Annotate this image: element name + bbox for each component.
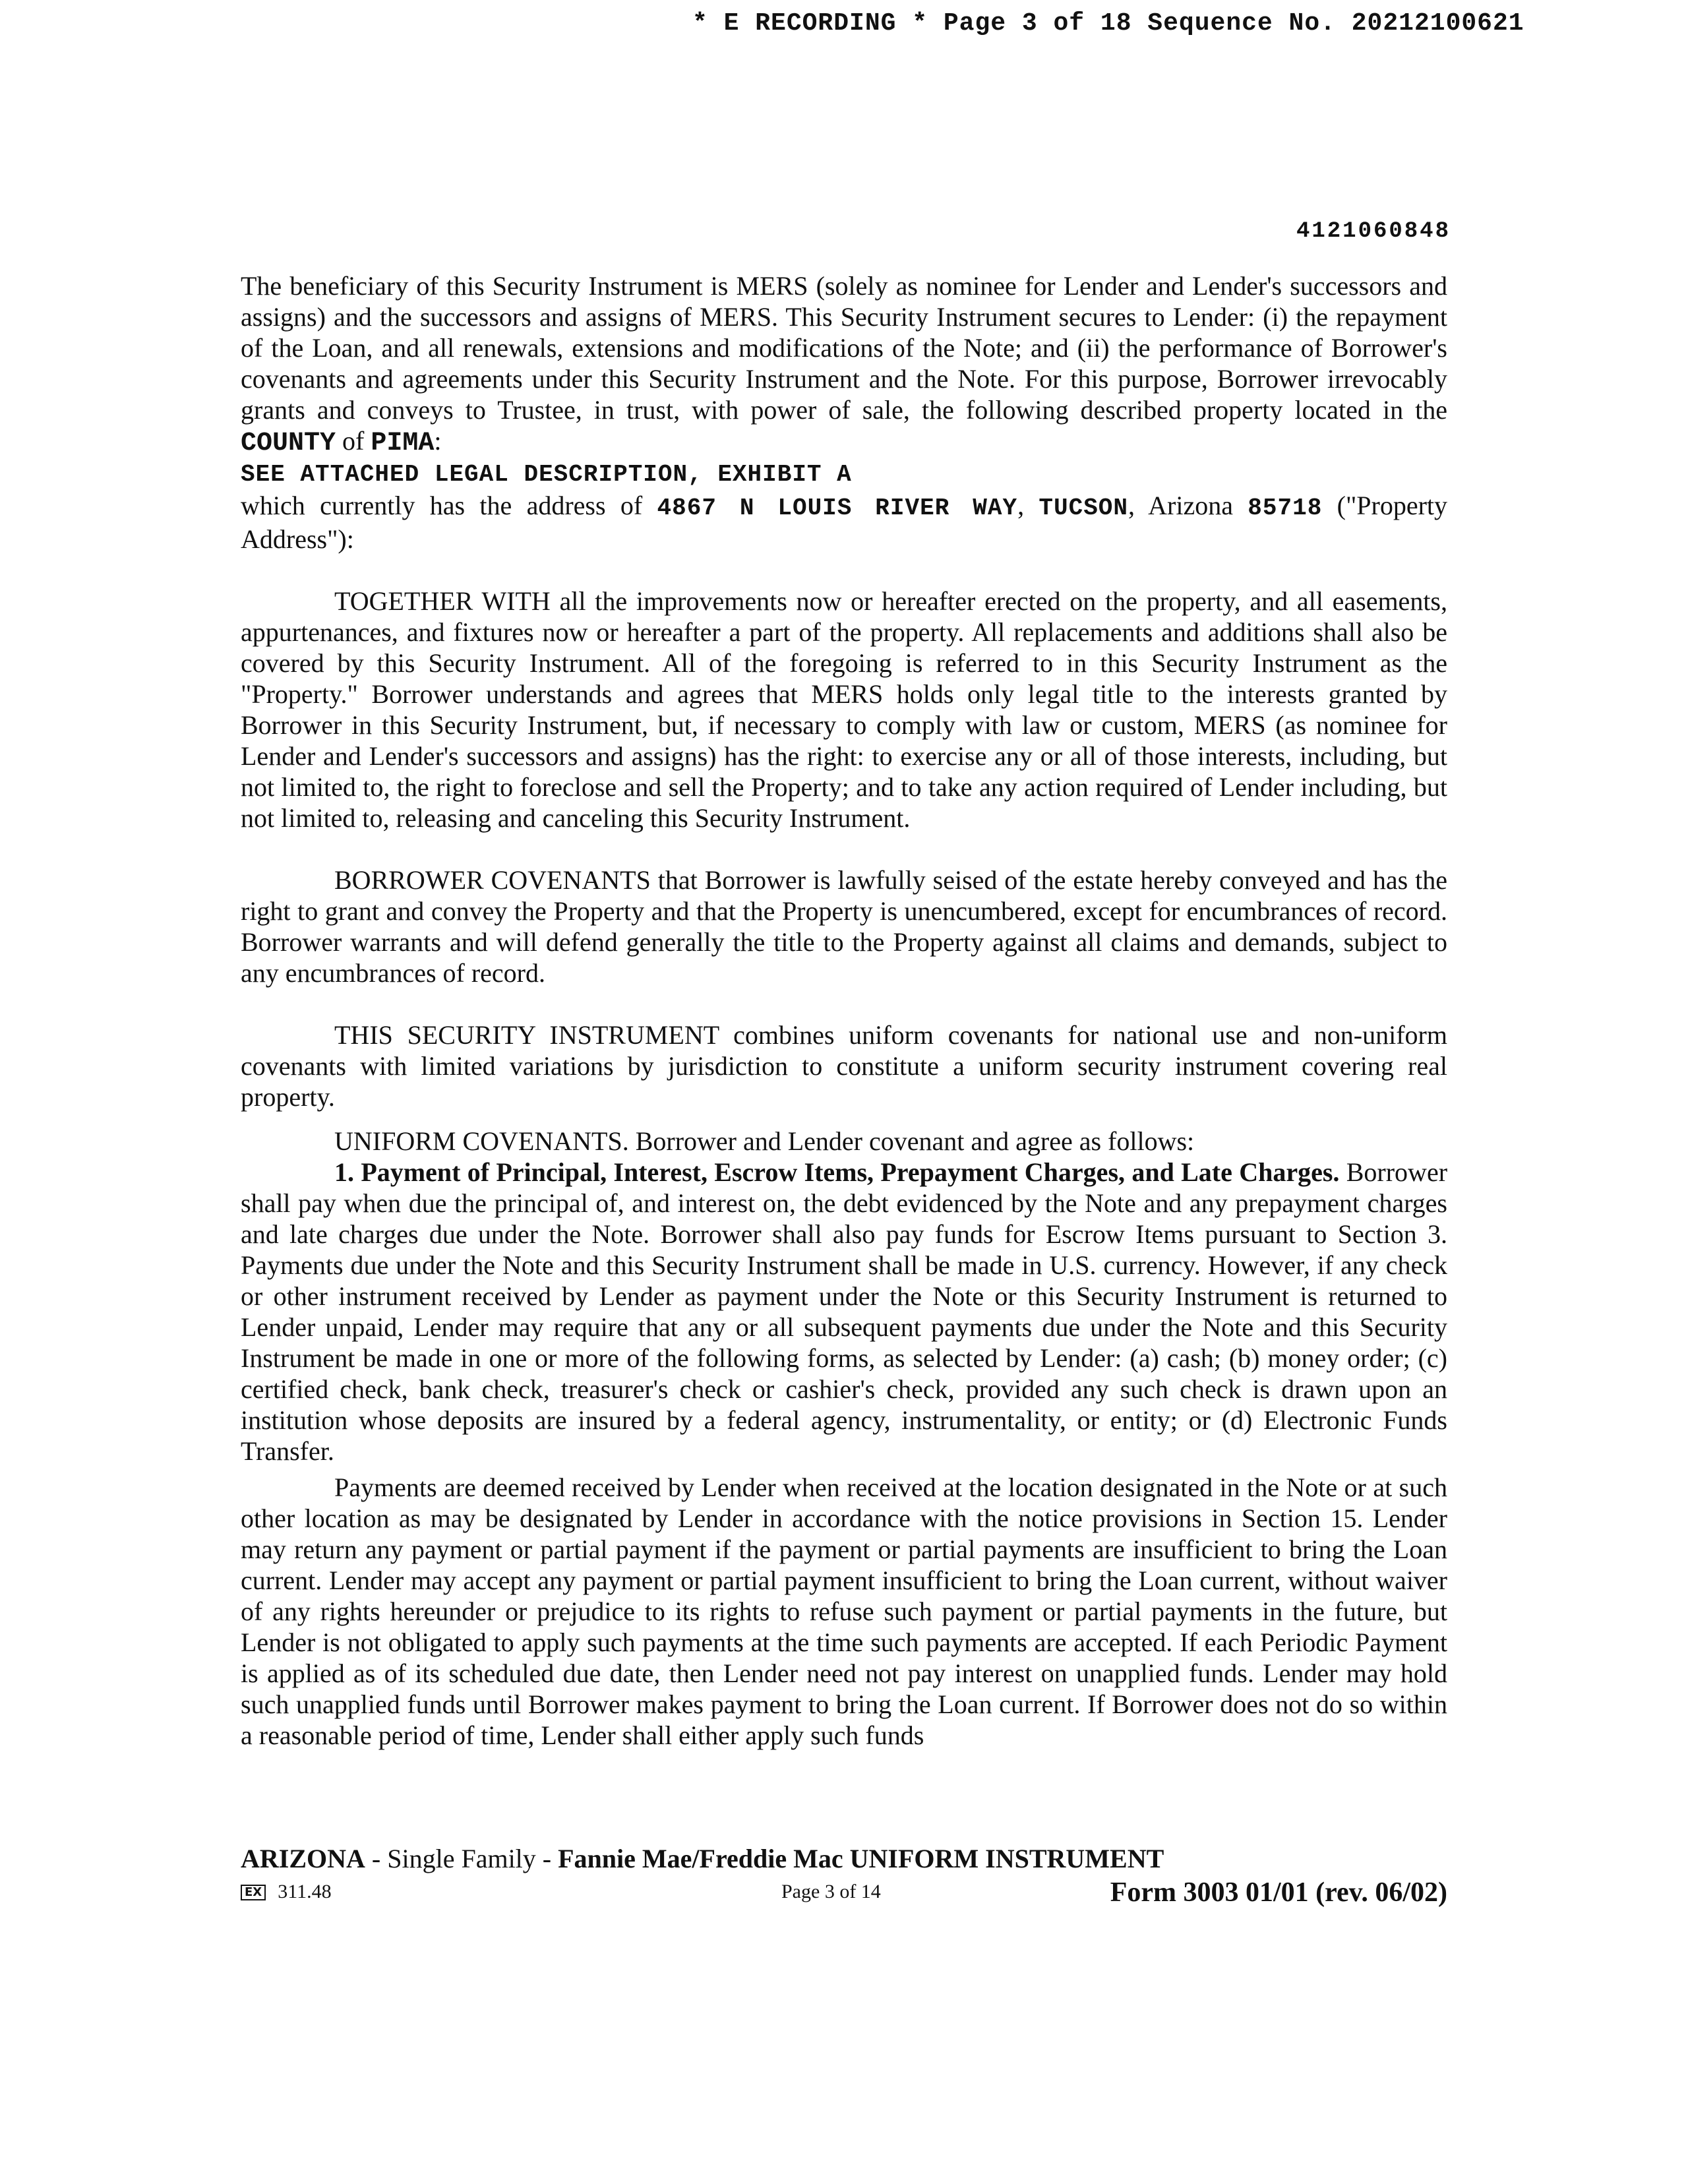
form-code-number: 311.48	[278, 1881, 332, 1902]
footer-title	[241, 1843, 1447, 1874]
security-instrument-paragraph: THIS SECURITY INSTRUMENT combines uniform covenants for national use and non-uniform covenants with limited variations by jurisdiction to constitute a uniform security instrument covering real property.	[241, 1020, 1447, 1112]
section-1-paragraph	[241, 1157, 1447, 1467]
property-street: 4867 N LOUIS RIVER WAY	[657, 495, 1018, 522]
footer-state: ARIZONA	[241, 1844, 365, 1873]
uniform-covenants-paragraph: UNIFORM COVENANTS. Borrower and Lender covenant and agree as follows:	[334, 1126, 1195, 1156]
county-name: PIMA	[371, 429, 435, 458]
of-word: of	[342, 426, 365, 456]
footer-instrument: Fannie Mae/Freddie Mac UNIFORM INSTRUMENT	[558, 1844, 1164, 1873]
footer-meta	[241, 1877, 1447, 1910]
together-with-paragraph: TOGETHER WITH all the improvements now or hereafter erected on the property, and all easements, appurtenances, and fixtures now or hereafter a part of the property. All replacements and additions shall also be covered by this Security Instrument. All of the foregoing is referred to in this Security Instrument as the "Property." Borrower understands and agrees that MERS holds only legal title to the interests granted by Borrower in this Security Instrument, but, if necessary to comply with law or custom, MERS (as nominee for Lender and Lender's successors and assigns) has the right: to exercise any or all of those interests, including, but not limited to, the right to foreclose and sell the Property; and to take any action required of Lender including, but not limited to, releasing and canceling this Security Instrument.	[241, 586, 1447, 833]
recording-stamp: * E RECORDING * Page 3 of 18 Sequence No. 20212100621	[692, 9, 1524, 38]
form-name: Form 3003 01/01 (rev. 06/02)	[1110, 1877, 1447, 1908]
address-comma: ,	[1017, 491, 1025, 520]
address-suffix: ("Property Address"):	[241, 491, 1448, 554]
document-body	[241, 270, 1447, 1751]
address-prefix: which currently has the address of	[241, 491, 643, 520]
property-city: TUCSON	[1039, 495, 1129, 522]
ex-logo-icon: EX	[241, 1885, 266, 1900]
beneficiary-paragraph	[241, 270, 1447, 459]
page-number: Page 3 of 14	[781, 1881, 881, 1902]
county-word: COUNTY	[241, 429, 336, 458]
section-1-body: Borrower shall pay when due the principal of, and interest on, the debt evidenced by the Note and any prepayment charges and late charges due under the Note. Borrower shall also pay funds for Escrow Items pursuant to Section 3. Payments due under the Note and this Security Instrument shall be made in U.S. currency. However, if any check or other instrument received by Lender as payment under the Note or this Security Instrument is returned to Lender unpaid, Lender may require that any or all subsequent payments due under the Note and this Security Instrument be made in one or more of the following forms, as selected by Lender: (a) cash; (b) money order; (c) certified check, bank check, treasurer's check or cashier's check, provided any such check is drawn upon an institution whose deposits are insured by a federal agency, instrumentality, or entity; or (d) Electronic Funds Transfer.	[241, 1157, 1448, 1466]
colon: :	[434, 426, 442, 456]
address-line	[241, 490, 1447, 555]
legal-description: SEE ATTACHED LEGAL DESCRIPTION, EXHIBIT A	[241, 461, 852, 488]
payments-paragraph: Payments are deemed received by Lender when received at the location designated in the Note or at such other location as may be designated by Lender in accordance with the notice provisions in Section 15. Lender may return any payment or partial payment if the payment or partial payments are insufficient to bring the Loan current. Lender may accept any payment or partial payment insufficient to bring the Loan current, without waiver of any rights hereunder or prejudice to its rights to refuse such payment or partial payments in the future, but Lender is not obligated to apply such payments at the time such payments are accepted. If each Periodic Payment is applied as of its scheduled due date, then Lender need not pay interest on unapplied funds. Lender may hold such unapplied funds until Borrower makes payment to bring the Loan current. If Borrower does not do so within a reasonable period of time, Lender shall either apply such funds	[241, 1472, 1447, 1750]
loan-number: 4121060848	[1296, 219, 1451, 244]
form-code	[241, 1881, 332, 1903]
beneficiary-text: The beneficiary of this Security Instrument is MERS (solely as nominee for Lender and Lender's successors and assigns) and the successors and assigns of MERS. This Security Instrument secures to Lender: (i) the repayment of the Loan, and all renewals, extensions and modifications of the Note; and (ii) the performance of Borrower's covenants and agreements under this Security Instrument and the Note. For this purpose, Borrower irrevocably grants and conveys to Trustee, in trust, with power of sale, the following described property located in the	[241, 271, 1447, 425]
footer-sep: - Single Family -	[365, 1844, 558, 1873]
property-state: , Arizona	[1128, 491, 1233, 520]
page-footer	[241, 1843, 1447, 1910]
section-1-title: 1. Payment of Principal, Interest, Escrow Items, Prepayment Charges, and Late Charges.	[334, 1157, 1340, 1187]
borrower-covenants-paragraph: BORROWER COVENANTS that Borrower is lawfully seised of the estate hereby conveyed and has the right to grant and convey the Property and that the Property is unencumbered, except for encumbrances of record. Borrower warrants and will defend generally the title to the Property against all claims and demands, subject to any encumbrances of record.	[241, 865, 1447, 988]
property-zip: 85718	[1248, 495, 1323, 522]
